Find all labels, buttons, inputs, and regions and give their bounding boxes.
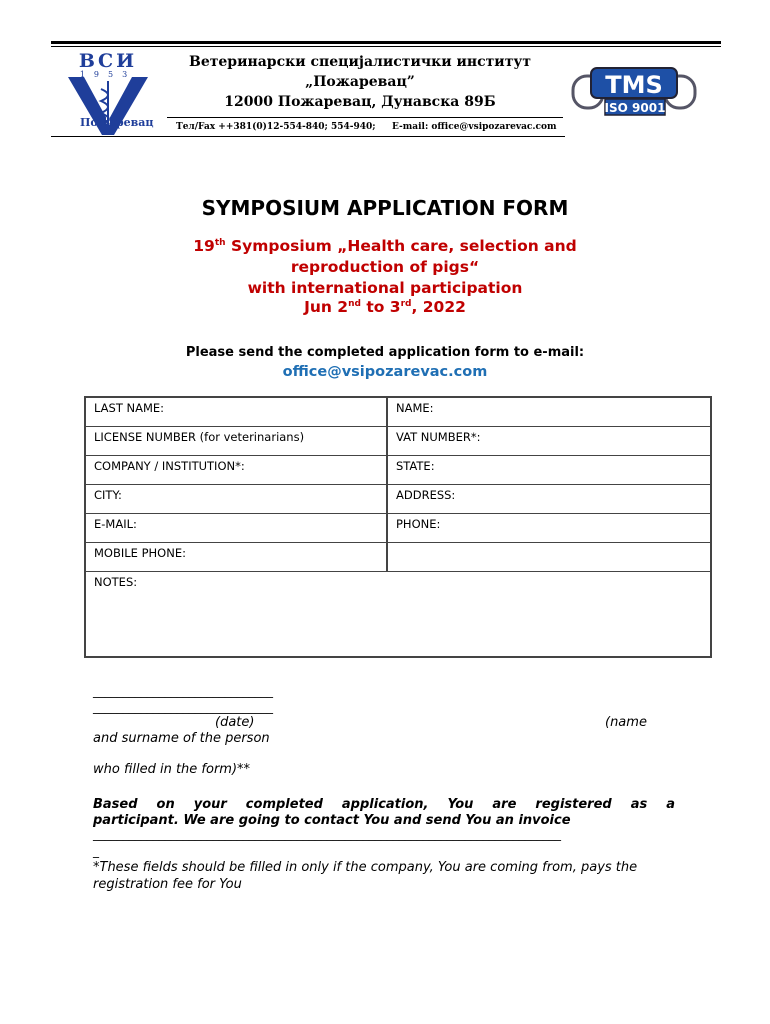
- name-label: (name: [605, 715, 647, 730]
- state-field[interactable]: STATE:: [396, 459, 435, 473]
- header-top-rule-thin: [51, 46, 721, 47]
- empty-cell[interactable]: [388, 543, 710, 571]
- institute-address: 12000 Пожаревац, Дунавска 89Б: [224, 94, 496, 110]
- registration-note: Based on your completed application, You are registered as a: [93, 797, 675, 812]
- application-form-table: [84, 396, 712, 658]
- city-field[interactable]: CITY:: [86, 485, 388, 513]
- mobile-phone-field[interactable]: MOBILE PHONE:: [86, 543, 388, 571]
- table-row: [86, 485, 710, 514]
- footer-rule: ______________________________________________________________________________: [93, 827, 561, 841]
- cert-logo-top: TMS: [605, 71, 663, 99]
- table-row: [86, 543, 710, 572]
- email-link[interactable]: office@vsipozarevac.com: [282, 364, 488, 380]
- logo-city: Пожаревац: [80, 116, 154, 129]
- symposium-date: Jun 2nd to 3rd, 2022: [304, 298, 466, 316]
- signature-line: ______________________________: [93, 684, 273, 698]
- symposium-line3: with international participation: [247, 279, 523, 297]
- tms-iso-logo: [571, 66, 697, 118]
- header-bottom-rule: [51, 136, 565, 137]
- notes-field[interactable]: NOTES:: [94, 575, 138, 589]
- company-field[interactable]: COMPANY / INSTITUTION*:: [86, 456, 388, 484]
- last-name-field[interactable]: LAST NAME:: [86, 398, 388, 426]
- name-field[interactable]: NAME:: [396, 401, 434, 415]
- symposium-line1: 19th Symposium „Health care, selection and: [193, 237, 577, 255]
- signature-line: ______________________________: [93, 700, 273, 714]
- logo-year: 1953: [79, 70, 137, 79]
- logo-letters: ВСИ: [78, 50, 138, 72]
- registration-note-cont: participant. We are going to contact You and send You an invoice: [93, 813, 571, 828]
- email-field[interactable]: E-MAIL:: [86, 514, 388, 542]
- name-label-cont: who filled in the form)**: [93, 762, 251, 777]
- vat-number-field[interactable]: VAT NUMBER*:: [396, 430, 481, 444]
- date-label: (date): [215, 715, 255, 730]
- cert-logo-bottom: ISO 9001: [604, 101, 666, 115]
- license-number-field[interactable]: LICENSE NUMBER (for veterinarians): [86, 427, 388, 455]
- table-row: [86, 427, 710, 456]
- institute-name: Ветеринарски специјалистички институт: [188, 54, 531, 70]
- footer-dash: _: [93, 844, 99, 858]
- table-row: [86, 572, 710, 656]
- institute-city-quoted: „Пожаревац”: [305, 74, 415, 90]
- table-row: [86, 398, 710, 427]
- send-instructions: Please send the completed application form to e-mail:: [185, 345, 585, 360]
- page-title: SYMPOSIUM APPLICATION FORM: [201, 196, 569, 220]
- header-top-rule: [51, 41, 721, 44]
- address-field[interactable]: ADDRESS:: [396, 488, 456, 502]
- phone-field[interactable]: PHONE:: [396, 517, 441, 531]
- contact-email: E-mail: office@vsipozarevac.com: [392, 122, 557, 132]
- footnote: *These fields should be filled in only if the company, You are coming from, pays the registration fee for You: [93, 860, 638, 892]
- table-row: [86, 456, 710, 485]
- header-divider: [167, 117, 563, 118]
- name-label-cont: and surname of the person: [93, 731, 270, 746]
- contact-tel-fax: Тел/Fax ++381(0)12-554-840; 554-940;: [176, 122, 376, 132]
- table-row: [86, 514, 710, 543]
- symposium-line2: reproduction of pigs“: [290, 258, 480, 276]
